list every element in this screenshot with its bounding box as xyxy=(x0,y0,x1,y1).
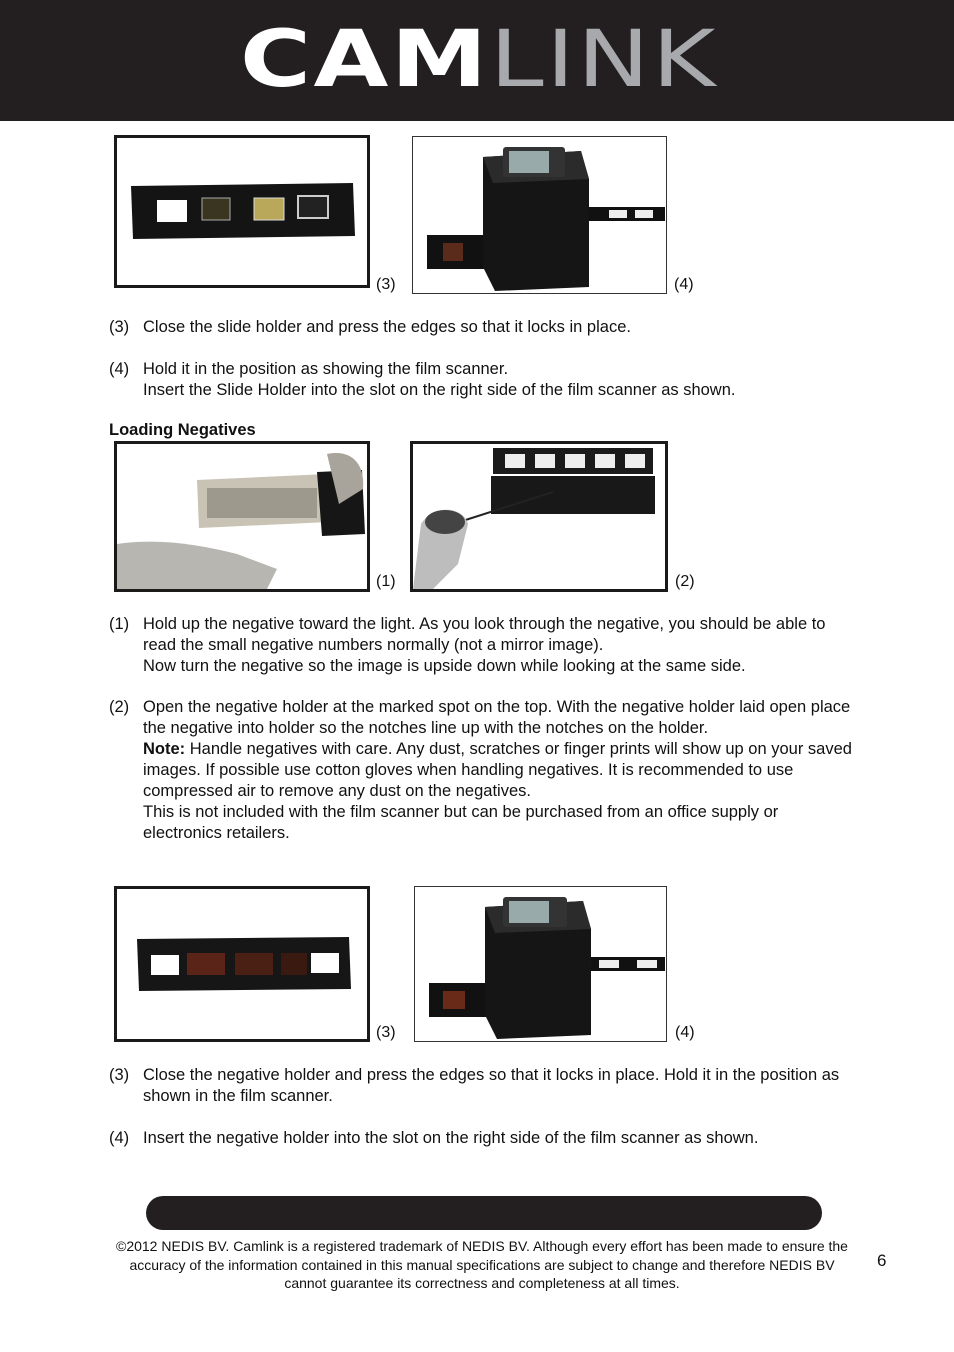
photo-scanner-with-slide-holder xyxy=(412,136,667,294)
copyright-notice: ©2012 NEDIS BV. Camlink is a registered trademark of NEDIS BV. Although every effort has been made to ensure the accuracy of the information contained in this manual specifications are subject to change and therefore NEDIS BV cannot guarantee its correctness and completeness at all times. xyxy=(116,1238,848,1291)
photo-negative-toward-light xyxy=(114,441,370,592)
photo-slide-holder-closed xyxy=(114,135,370,288)
photo-scanner-with-negative-holder xyxy=(414,886,667,1042)
caption-4b: (4) xyxy=(675,1024,695,1041)
caption-1: (1) xyxy=(376,573,396,590)
photo-negative-holder-open xyxy=(410,441,668,592)
page-number: 6 xyxy=(877,1251,887,1270)
caption-3b: (3) xyxy=(376,1024,396,1041)
footer-bar xyxy=(146,1196,822,1230)
caption-4: (4) xyxy=(674,276,694,293)
caption-2: (2) xyxy=(675,573,695,590)
photo-negative-holder-closed xyxy=(114,886,370,1042)
camlink-logo xyxy=(240,26,720,92)
note-label: Note: xyxy=(143,740,186,758)
caption-3: (3) xyxy=(376,276,396,293)
page-header xyxy=(0,0,954,121)
heading-loading-negatives: Loading Negatives xyxy=(109,421,256,439)
svg-text:CAMLINK: CAM LINK xyxy=(240,26,674,92)
